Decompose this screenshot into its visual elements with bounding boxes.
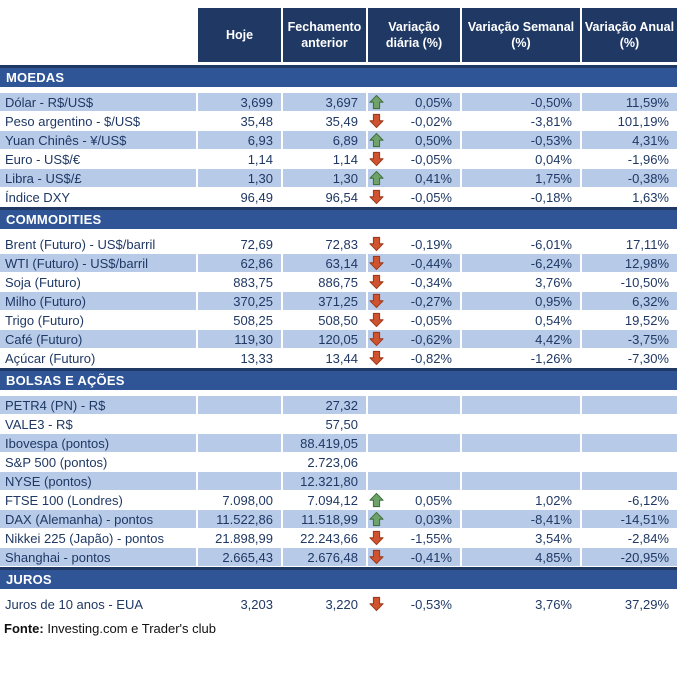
variacao-semanal-value: -0,53% xyxy=(462,131,580,149)
table-row xyxy=(0,93,677,111)
section-header-moedas: MOEDAS xyxy=(0,65,677,87)
fechamento-anterior-value: 120,05 xyxy=(283,330,366,348)
variacao-diaria-cell xyxy=(368,510,460,528)
section-header-juros: JUROS xyxy=(0,567,677,589)
variacao-diaria-cell xyxy=(368,292,460,310)
row-label: Libra - US$/£ xyxy=(0,169,196,187)
row-label: Açúcar (Futuro) xyxy=(0,349,196,367)
variacao-semanal-value: 0,04% xyxy=(462,150,580,168)
row-label: WTI (Futuro) - US$/barril xyxy=(0,254,196,272)
variacao-diaria-cell xyxy=(368,311,460,329)
fechamento-anterior-value: 2.723,06 xyxy=(283,453,366,471)
down-arrow-icon xyxy=(369,236,384,252)
variacao-diaria-value: 0,03% xyxy=(415,511,452,527)
hoje-value: 1,30 xyxy=(198,169,281,187)
fechamento-anterior-value: 96,54 xyxy=(283,188,366,206)
hoje-value xyxy=(198,453,281,471)
variacao-diaria-cell xyxy=(368,415,460,433)
col-header-variacao-anual: Variação Anual (%) xyxy=(582,8,677,62)
table-row xyxy=(0,235,677,253)
variacao-anual-value: 17,11% xyxy=(582,235,677,253)
variacao-semanal-value: -1,26% xyxy=(462,349,580,367)
table-row xyxy=(0,131,677,149)
variacao-diaria-cell xyxy=(368,131,460,149)
variacao-semanal-value: 4,42% xyxy=(462,330,580,348)
hoje-value: 72,69 xyxy=(198,235,281,253)
variacao-diaria-cell xyxy=(368,235,460,253)
variacao-diaria-cell xyxy=(368,349,460,367)
table-body xyxy=(0,65,677,613)
row-label: FTSE 100 (Londres) xyxy=(0,491,196,509)
col-header-fechamento: Fechamento anterior xyxy=(283,8,366,62)
fechamento-anterior-value: 371,25 xyxy=(283,292,366,310)
fechamento-anterior-value: 886,75 xyxy=(283,273,366,291)
variacao-diaria-cell xyxy=(368,472,460,490)
variacao-semanal-value: -0,50% xyxy=(462,93,580,111)
variacao-semanal-value: -0,18% xyxy=(462,188,580,206)
hoje-value: 96,49 xyxy=(198,188,281,206)
variacao-semanal-value: 3,76% xyxy=(462,273,580,291)
variacao-diaria-cell xyxy=(368,93,460,111)
up-arrow-icon xyxy=(369,492,384,508)
variacao-diaria-value: 0,41% xyxy=(415,170,452,186)
variacao-diaria-value: -0,53% xyxy=(410,596,452,612)
variacao-semanal-value: -6,01% xyxy=(462,235,580,253)
variacao-anual-value: -6,12% xyxy=(582,491,677,509)
hoje-value: 2.665,43 xyxy=(198,548,281,566)
hoje-value: 3,203 xyxy=(198,595,281,613)
variacao-semanal-value: 0,95% xyxy=(462,292,580,310)
table-row xyxy=(0,529,677,547)
row-label: Peso argentino - $/US$ xyxy=(0,112,196,130)
down-arrow-icon xyxy=(369,293,384,309)
hoje-value: 35,48 xyxy=(198,112,281,130)
row-label: Ibovespa (pontos) xyxy=(0,434,196,452)
table-row xyxy=(0,595,677,613)
down-arrow-icon xyxy=(369,350,384,366)
up-arrow-icon xyxy=(369,132,384,148)
fechamento-anterior-value: 27,32 xyxy=(283,396,366,414)
fechamento-anterior-value: 1,30 xyxy=(283,169,366,187)
table-row xyxy=(0,330,677,348)
fechamento-anterior-value: 11.518,99 xyxy=(283,510,366,528)
variacao-diaria-cell xyxy=(368,330,460,348)
down-arrow-icon xyxy=(369,113,384,129)
hoje-value: 119,30 xyxy=(198,330,281,348)
variacao-semanal-value: -3,81% xyxy=(462,112,580,130)
table-row xyxy=(0,491,677,509)
fechamento-anterior-value: 508,50 xyxy=(283,311,366,329)
row-label: Dólar - R$/US$ xyxy=(0,93,196,111)
down-arrow-icon xyxy=(369,151,384,167)
variacao-anual-value: -14,51% xyxy=(582,510,677,528)
fechamento-anterior-value: 72,83 xyxy=(283,235,366,253)
row-label: Euro - US$/€ xyxy=(0,150,196,168)
variacao-diaria-value: -0,34% xyxy=(410,274,452,290)
variacao-diaria-cell xyxy=(368,169,460,187)
variacao-diaria-value: 0,50% xyxy=(415,132,452,148)
variacao-diaria-cell xyxy=(368,273,460,291)
row-label: PETR4 (PN) - R$ xyxy=(0,396,196,414)
variacao-diaria-value: -0,19% xyxy=(410,236,452,252)
hoje-value: 13,33 xyxy=(198,349,281,367)
variacao-semanal-value: 4,85% xyxy=(462,548,580,566)
hoje-value: 7.098,00 xyxy=(198,491,281,509)
col-header-variacao-semanal: Variação Semanal (%) xyxy=(462,8,580,62)
row-label: Milho (Futuro) xyxy=(0,292,196,310)
variacao-diaria-value: -0,62% xyxy=(410,331,452,347)
variacao-anual-value: -10,50% xyxy=(582,273,677,291)
variacao-anual-value xyxy=(582,472,677,490)
hoje-value: 62,86 xyxy=(198,254,281,272)
variacao-anual-value xyxy=(582,415,677,433)
fechamento-anterior-value: 6,89 xyxy=(283,131,366,149)
hoje-value: 370,25 xyxy=(198,292,281,310)
variacao-semanal-value: 1,02% xyxy=(462,491,580,509)
table-row xyxy=(0,434,677,452)
row-label: Trigo (Futuro) xyxy=(0,311,196,329)
table-row xyxy=(0,150,677,168)
variacao-diaria-cell xyxy=(368,188,460,206)
row-label: Juros de 10 anos - EUA xyxy=(0,595,196,613)
table-row xyxy=(0,169,677,187)
variacao-diaria-cell xyxy=(368,491,460,509)
col-header-variacao-diaria: Variação diária (%) xyxy=(368,8,460,62)
variacao-semanal-value: -8,41% xyxy=(462,510,580,528)
down-arrow-icon xyxy=(369,255,384,271)
variacao-diaria-value: -1,55% xyxy=(410,530,452,546)
variacao-anual-value: 1,63% xyxy=(582,188,677,206)
table-row xyxy=(0,510,677,528)
header-empty-cell xyxy=(0,8,196,62)
variacao-diaria-value: -0,41% xyxy=(410,549,452,565)
row-label: Yuan Chinês - ¥/US$ xyxy=(0,131,196,149)
variacao-diaria-cell xyxy=(368,112,460,130)
row-label: NYSE (pontos) xyxy=(0,472,196,490)
fechamento-anterior-value: 2.676,48 xyxy=(283,548,366,566)
variacao-diaria-cell xyxy=(368,595,460,613)
variacao-diaria-value: -0,44% xyxy=(410,255,452,271)
section-header-commodities: COMMODITIES xyxy=(0,207,677,229)
table-row xyxy=(0,188,677,206)
down-arrow-icon xyxy=(369,189,384,205)
variacao-semanal-value xyxy=(462,415,580,433)
fechamento-anterior-value: 22.243,66 xyxy=(283,529,366,547)
row-label: Nikkei 225 (Japão) - pontos xyxy=(0,529,196,547)
section-header-bolsas-e-a-es: BOLSAS E AÇÕES xyxy=(0,368,677,390)
hoje-value xyxy=(198,415,281,433)
variacao-anual-value: -0,38% xyxy=(582,169,677,187)
variacao-diaria-cell xyxy=(368,434,460,452)
variacao-diaria-value: -0,05% xyxy=(410,189,452,205)
down-arrow-icon xyxy=(369,549,384,565)
variacao-diaria-value: -0,82% xyxy=(410,350,452,366)
table-row xyxy=(0,415,677,433)
row-label: S&P 500 (pontos) xyxy=(0,453,196,471)
fechamento-anterior-value: 3,697 xyxy=(283,93,366,111)
row-label: Shanghai - pontos xyxy=(0,548,196,566)
down-arrow-icon xyxy=(369,331,384,347)
col-header-hoje: Hoje xyxy=(198,8,281,62)
source-text: Investing.com e Trader's club xyxy=(43,621,217,636)
variacao-anual-value: -2,84% xyxy=(582,529,677,547)
hoje-value: 21.898,99 xyxy=(198,529,281,547)
variacao-diaria-cell xyxy=(368,548,460,566)
variacao-diaria-value: 0,05% xyxy=(415,94,452,110)
variacao-semanal-value: 0,54% xyxy=(462,311,580,329)
hoje-value: 3,699 xyxy=(198,93,281,111)
row-label: DAX (Alemanha) - pontos xyxy=(0,510,196,528)
hoje-value xyxy=(198,472,281,490)
down-arrow-icon xyxy=(369,274,384,290)
table-header xyxy=(0,8,677,62)
variacao-diaria-value: -0,02% xyxy=(410,113,452,129)
table-row xyxy=(0,472,677,490)
variacao-semanal-value: 3,54% xyxy=(462,529,580,547)
table-row xyxy=(0,396,677,414)
table-row xyxy=(0,254,677,272)
variacao-anual-value: 101,19% xyxy=(582,112,677,130)
variacao-anual-value: -7,30% xyxy=(582,349,677,367)
variacao-anual-value xyxy=(582,396,677,414)
row-label: Café (Futuro) xyxy=(0,330,196,348)
variacao-anual-value: 19,52% xyxy=(582,311,677,329)
table-row xyxy=(0,112,677,130)
fechamento-anterior-value: 63,14 xyxy=(283,254,366,272)
variacao-semanal-value xyxy=(462,396,580,414)
fechamento-anterior-value: 57,50 xyxy=(283,415,366,433)
variacao-diaria-cell xyxy=(368,529,460,547)
variacao-anual-value: 11,59% xyxy=(582,93,677,111)
variacao-diaria-value: -0,05% xyxy=(410,151,452,167)
variacao-anual-value xyxy=(582,453,677,471)
hoje-value: 6,93 xyxy=(198,131,281,149)
table-row xyxy=(0,453,677,471)
hoje-value: 508,25 xyxy=(198,311,281,329)
down-arrow-icon xyxy=(369,312,384,328)
source-label: Fonte: xyxy=(4,621,44,636)
variacao-diaria-value: -0,27% xyxy=(410,293,452,309)
row-label: Brent (Futuro) - US$/barril xyxy=(0,235,196,253)
hoje-value xyxy=(198,396,281,414)
variacao-anual-value xyxy=(582,434,677,452)
up-arrow-icon xyxy=(369,94,384,110)
variacao-semanal-value xyxy=(462,434,580,452)
variacao-anual-value: -3,75% xyxy=(582,330,677,348)
fechamento-anterior-value: 35,49 xyxy=(283,112,366,130)
fechamento-anterior-value: 7.094,12 xyxy=(283,491,366,509)
row-label: VALE3 - R$ xyxy=(0,415,196,433)
up-arrow-icon xyxy=(369,170,384,186)
variacao-diaria-cell xyxy=(368,453,460,471)
table-row xyxy=(0,311,677,329)
row-label: Soja (Futuro) xyxy=(0,273,196,291)
variacao-diaria-value: -0,05% xyxy=(410,312,452,328)
fechamento-anterior-value: 3,220 xyxy=(283,595,366,613)
fechamento-anterior-value: 12.321,80 xyxy=(283,472,366,490)
variacao-semanal-value: -6,24% xyxy=(462,254,580,272)
hoje-value: 1,14 xyxy=(198,150,281,168)
table-row xyxy=(0,349,677,367)
fechamento-anterior-value: 88.419,05 xyxy=(283,434,366,452)
hoje-value xyxy=(198,434,281,452)
variacao-semanal-value: 1,75% xyxy=(462,169,580,187)
variacao-semanal-value: 3,76% xyxy=(462,595,580,613)
variacao-diaria-cell xyxy=(368,396,460,414)
variacao-diaria-value: 0,05% xyxy=(415,492,452,508)
variacao-semanal-value xyxy=(462,472,580,490)
table-row xyxy=(0,548,677,566)
row-label: Índice DXY xyxy=(0,188,196,206)
table-row xyxy=(0,292,677,310)
fechamento-anterior-value: 1,14 xyxy=(283,150,366,168)
variacao-anual-value: 4,31% xyxy=(582,131,677,149)
hoje-value: 11.522,86 xyxy=(198,510,281,528)
table-row xyxy=(0,273,677,291)
down-arrow-icon xyxy=(369,530,384,546)
variacao-anual-value: 6,32% xyxy=(582,292,677,310)
up-arrow-icon xyxy=(369,511,384,527)
variacao-diaria-cell xyxy=(368,150,460,168)
variacao-semanal-value xyxy=(462,453,580,471)
down-arrow-icon xyxy=(369,596,384,612)
variacao-anual-value: -20,95% xyxy=(582,548,677,566)
variacao-anual-value: -1,96% xyxy=(582,150,677,168)
variacao-anual-value: 37,29% xyxy=(582,595,677,613)
fechamento-anterior-value: 13,44 xyxy=(283,349,366,367)
hoje-value: 883,75 xyxy=(198,273,281,291)
variacao-diaria-cell xyxy=(368,254,460,272)
source-note xyxy=(0,621,677,636)
variacao-anual-value: 12,98% xyxy=(582,254,677,272)
